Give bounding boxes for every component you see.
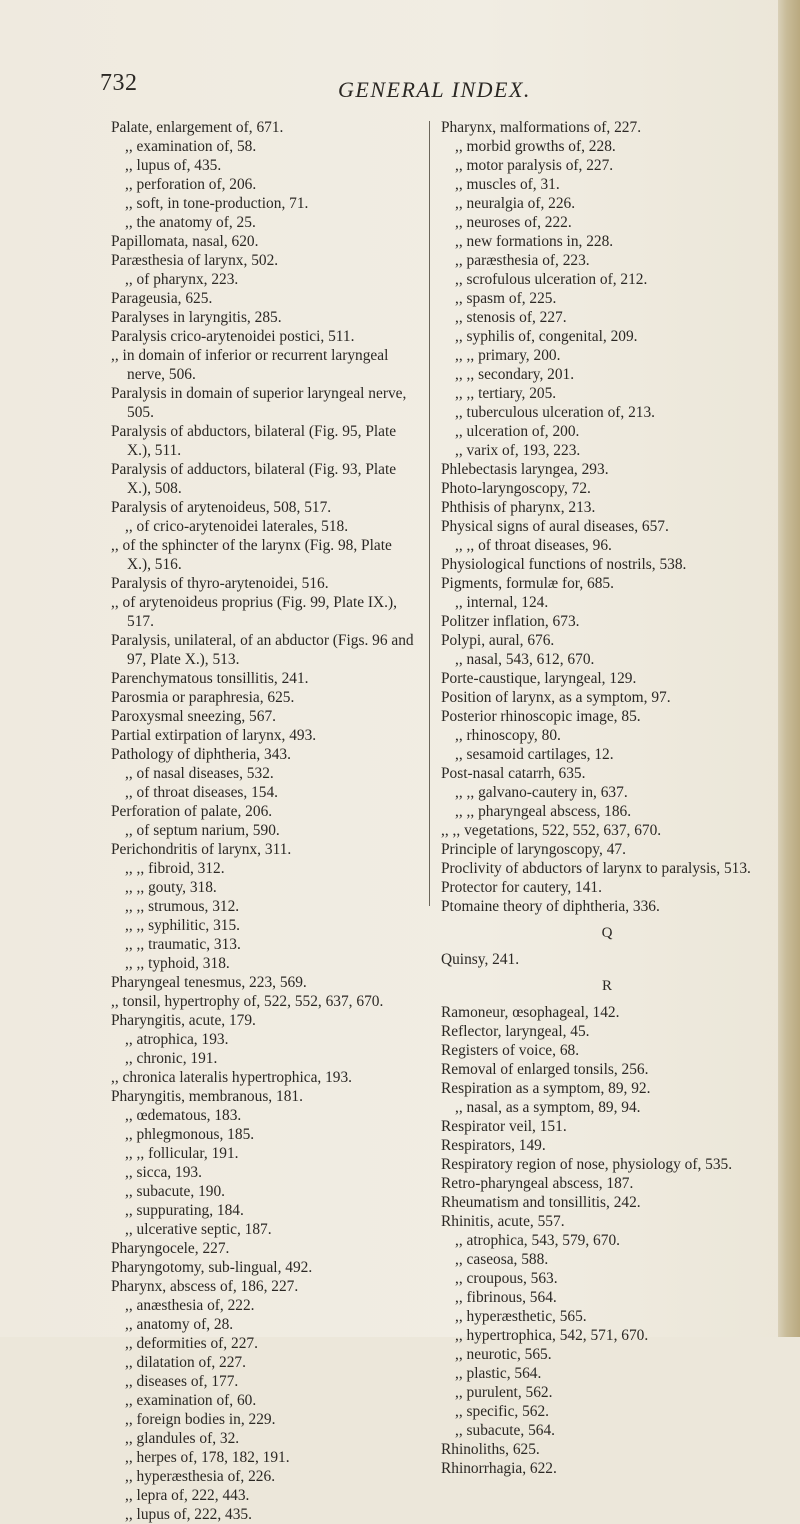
index-entry: Pharyngitis, membranous, 181. [111, 1088, 303, 1105]
index-entry: ,, the anatomy of, 25. [125, 214, 256, 231]
index-entry: ,, tuberculous ulceration of, 213. [455, 404, 656, 421]
index-entry: Pathology of diphtheria, 343. [111, 746, 291, 763]
index-entry: ,, ,, pharyngeal abscess, 186. [455, 803, 632, 820]
index-entry: ,, hyperæsthetic, 565. [455, 1308, 587, 1325]
index-entry: ,, lupus of, 435. [125, 157, 222, 174]
index-entry: ,, tonsil, hypertrophy of, 522, 552, 637, 670. [111, 993, 384, 1010]
index-entry: Post-nasal catarrh, 635. [441, 765, 586, 782]
index-entry: ,, perforation of, 206. [125, 176, 257, 193]
index-entry: Polypi, aural, 676. [441, 632, 555, 649]
index-entry: ,, syphilis of, congenital, 209. [455, 328, 638, 345]
index-entry: Phthisis of pharynx, 213. [441, 499, 596, 516]
index-entry: Pharynx, abscess of, 186, 227. [111, 1278, 299, 1295]
index-entry: Porte-caustique, laryngeal, 129. [441, 670, 637, 687]
index-entry: Respiration as a symptom, 89, 92. [441, 1080, 651, 1097]
index-entry: Paralysis crico-arytenoidei postici, 511. [111, 328, 355, 345]
index-entry: ,, varix of, 193, 223. [455, 442, 581, 459]
index-entry: ,, soft, in tone-production, 71. [125, 195, 309, 212]
index-entry: Respiratory region of nose, physiology of, 535. [441, 1156, 733, 1173]
index-entry: ,, ,, secondary, 201. [455, 366, 575, 383]
index-entry: ,, new formations in, 228. [455, 233, 614, 250]
index-entry: Pharyngocele, 227. [111, 1240, 230, 1257]
index-entry: ,, examination of, 58. [125, 138, 257, 155]
index-entry: ,, ,, vegetations, 522, 552, 637, 670. [441, 822, 662, 839]
index-entry: ,, ,, fibroid, 312. [125, 860, 225, 877]
index-entry: ,, croupous, 563. [455, 1270, 558, 1287]
index-entry: ,, anatomy of, 28. [125, 1316, 234, 1333]
index-entry: ,, nasal, 543, 612, 670. [455, 651, 595, 668]
index-entry: ,, œdematous, 183. [125, 1107, 242, 1124]
index-entry: ,, scrofulous ulceration of, 212. [455, 271, 648, 288]
index-entry: ,, of throat diseases, 154. [125, 784, 279, 801]
index-entry: ,, examination of, 60. [125, 1392, 257, 1409]
index-entry: ,, atrophica, 543, 579, 670. [455, 1232, 620, 1249]
index-entry: Rhinorrhagia, 622. [441, 1460, 557, 1477]
index-entry: Ramoneur, œsophageal, 142. [441, 1004, 620, 1021]
index-entry: ,, neuralgia of, 226. [455, 195, 576, 212]
index-entry: ,, ,, traumatic, 313. [125, 936, 241, 953]
index-entry: Protector for cautery, 141. [441, 879, 602, 896]
index-entry: Rhinoliths, 625. [441, 1441, 540, 1458]
index-entry: ,, internal, 124. [455, 594, 549, 611]
index-entry: Parenchymatous tonsillitis, 241. [111, 670, 309, 687]
index-entry: Respirators, 149. [441, 1137, 546, 1154]
index-entry: ,, purulent, 562. [455, 1384, 553, 1401]
index-entry: ,, hyperæsthesia of, 226. [125, 1468, 276, 1485]
index-entry: Parosmia or paraphresia, 625. [111, 689, 295, 706]
index-entry: ,, in domain of inferior or recurrent laryngeal nerve, 506. [111, 347, 389, 383]
index-entry: ,, paræsthesia of, 223. [455, 252, 590, 269]
index-entry: ,, ,, follicular, 191. [125, 1145, 239, 1162]
index-entry: Paralysis of thyro-arytenoidei, 516. [111, 575, 329, 592]
index-entry: Respirator veil, 151. [441, 1118, 567, 1135]
index-entry: Position of larynx, as a symptom, 97. [441, 689, 671, 706]
index-entry: Paralysis of adductors, bilateral (Fig. 93, Plate X.), 508. [111, 461, 397, 497]
index-entry: ,, deformities of, 227. [125, 1335, 258, 1352]
index-entry: ,, herpes of, 178, 182, 191. [125, 1449, 290, 1466]
index-entry: ,, ,, strumous, 312. [125, 898, 240, 915]
index-entry: ,, muscles of, 31. [455, 176, 560, 193]
index-entry: Posterior rhinoscopic image, 85. [441, 708, 641, 725]
index-entry: Ptomaine theory of diphtheria, 336. [441, 898, 660, 915]
index-entry: Removal of enlarged tonsils, 256. [441, 1061, 649, 1078]
index-entry: ,, ,, galvano-cautery in, 637. [455, 784, 628, 801]
index-entry: ,, ,, of throat diseases, 96. [455, 537, 612, 554]
index-entry: Retro-pharyngeal abscess, 187. [441, 1175, 634, 1192]
index-entry: ,, spasm of, 225. [455, 290, 557, 307]
index-entry: ,, morbid growths of, 228. [455, 138, 616, 155]
index-entry: ,, of crico-arytenoidei laterales, 518. [125, 518, 349, 535]
index-entry: Pharyngeal tenesmus, 223, 569. [111, 974, 307, 991]
index-entry: ,, atrophica, 193. [125, 1031, 229, 1048]
index-entry: Paralysis in domain of superior laryngeal nerve, 505. [111, 385, 407, 421]
index-entry: ,, lepra of, 222, 443. [125, 1487, 250, 1504]
index-entry: Perichondritis of larynx, 311. [111, 841, 292, 858]
index-entry: ,, caseosa, 588. [455, 1251, 549, 1268]
index-entry: Physical signs of aural diseases, 657. [441, 518, 669, 535]
index-entry: Photo-laryngoscopy, 72. [441, 480, 591, 497]
index-entry: ,, hypertrophica, 542, 571, 670. [455, 1327, 649, 1344]
index-entry: Registers of voice, 68. [441, 1042, 580, 1059]
index-entry: Paræsthesia of larynx, 502. [111, 252, 279, 269]
index-entry: Rheumatism and tonsillitis, 242. [441, 1194, 641, 1211]
index-entry: ,, neurotic, 565. [455, 1346, 552, 1363]
column-divider [429, 121, 430, 906]
index-entry: ,, rhinoscopy, 80. [455, 727, 561, 744]
index-entry: ,, nasal, as a symptom, 89, 94. [455, 1099, 641, 1116]
index-entry: Palate, enlargement of, 671. [111, 119, 284, 136]
index-entry: ,, ,, typhoid, 318. [125, 955, 230, 972]
index-entry: ,, ,, gouty, 318. [125, 879, 217, 896]
index-entry: ,, specific, 562. [455, 1403, 550, 1420]
index-entry: ,, subacute, 190. [125, 1183, 226, 1200]
index-column-left [111, 118, 417, 1524]
index-entry: Paroxysmal sneezing, 567. [111, 708, 276, 725]
index-entry: ,, sicca, 193. [125, 1164, 202, 1181]
index-entry: ,, of septum narium, 590. [125, 822, 280, 839]
index-entry: Perforation of palate, 206. [111, 803, 273, 820]
index-entry: ,, ,, syphilitic, 315. [125, 917, 241, 934]
section-letter: Q [601, 925, 613, 941]
index-entry: ,, neuroses of, 222. [455, 214, 572, 231]
index-entry: ,, diseases of, 177. [125, 1373, 239, 1390]
index-entry: ,, of arytenoideus proprius (Fig. 99, Plate IX.), 517. [111, 594, 397, 630]
index-entry: ,, chronic, 191. [125, 1050, 218, 1067]
index-entry: Phlebectasis laryngea, 293. [441, 461, 609, 478]
index-entry: Parageusia, 625. [111, 290, 213, 307]
index-entry: Paralysis, unilateral, of an abductor (Figs. 96 and 97, Plate X.), 513. [111, 632, 414, 668]
index-entry: ,, foreign bodies in, 229. [125, 1411, 276, 1428]
page-edge [778, 0, 800, 1337]
index-entry: ,, glandules of, 32. [125, 1430, 240, 1447]
index-entry: Paralysis of abductors, bilateral (Fig. 95, Plate X.), 511. [111, 423, 397, 459]
index-entry: ,, chronica lateralis hypertrophica, 193. [111, 1069, 353, 1086]
index-column-right [441, 118, 773, 1478]
index-entry: ,, of pharynx, 223. [125, 271, 239, 288]
index-entry: Quinsy, 241. [441, 951, 520, 968]
page-number: 732 [100, 70, 138, 96]
index-entry: Papillomata, nasal, 620. [111, 233, 259, 250]
index-entry: ,, suppurating, 184. [125, 1202, 244, 1219]
index-entry: Physiological functions of nostrils, 538. [441, 556, 687, 573]
index-entry: ,, subacute, 564. [455, 1422, 556, 1439]
index-entry: ,, of nasal diseases, 532. [125, 765, 274, 782]
index-entry: ,, lupus of, 222, 435. [125, 1506, 252, 1523]
index-entry: ,, anæsthesia of, 222. [125, 1297, 255, 1314]
index-entry: Reflector, laryngeal, 45. [441, 1023, 590, 1040]
index-entry: Pigments, formulæ for, 685. [441, 575, 614, 592]
index-entry: Pharyngitis, acute, 179. [111, 1012, 256, 1029]
index-entry: Paralysis of arytenoideus, 508, 517. [111, 499, 332, 516]
index-entry: Rhinitis, acute, 557. [441, 1213, 565, 1230]
index-entry: ,, ,, primary, 200. [455, 347, 561, 364]
index-entry: ,, phlegmonous, 185. [125, 1126, 255, 1143]
index-entry: ,, stenosis of, 227. [455, 309, 567, 326]
index-entry: ,, motor paralysis of, 227. [455, 157, 614, 174]
index-entry: Partial extirpation of larynx, 493. [111, 727, 317, 744]
index-entry: Pharynx, malformations of, 227. [441, 119, 642, 136]
index-entry: Principle of laryngoscopy, 47. [441, 841, 626, 858]
index-entry: Proclivity of abductors of larynx to paralysis, 513. [441, 860, 751, 877]
index-entry: Paralyses in laryngitis, 285. [111, 309, 282, 326]
index-entry: ,, ,, tertiary, 205. [455, 385, 557, 402]
index-entry: ,, of the sphincter of the larynx (Fig. 98, Plate X.), 516. [111, 537, 392, 573]
index-entry: ,, ulcerative septic, 187. [125, 1221, 272, 1238]
section-letter: R [601, 978, 612, 994]
index-entry: ,, dilatation of, 227. [125, 1354, 246, 1371]
index-entry: ,, sesamoid cartilages, 12. [455, 746, 614, 763]
index-entry: ,, plastic, 564. [455, 1365, 542, 1382]
index-entry: Pharyngotomy, sub-lingual, 492. [111, 1259, 313, 1276]
index-entry: ,, fibrinous, 564. [455, 1289, 557, 1306]
index-entry: ,, ulceration of, 200. [455, 423, 580, 440]
index-entry: Politzer inflation, 673. [441, 613, 580, 630]
running-head: GENERAL INDEX. [338, 77, 531, 102]
